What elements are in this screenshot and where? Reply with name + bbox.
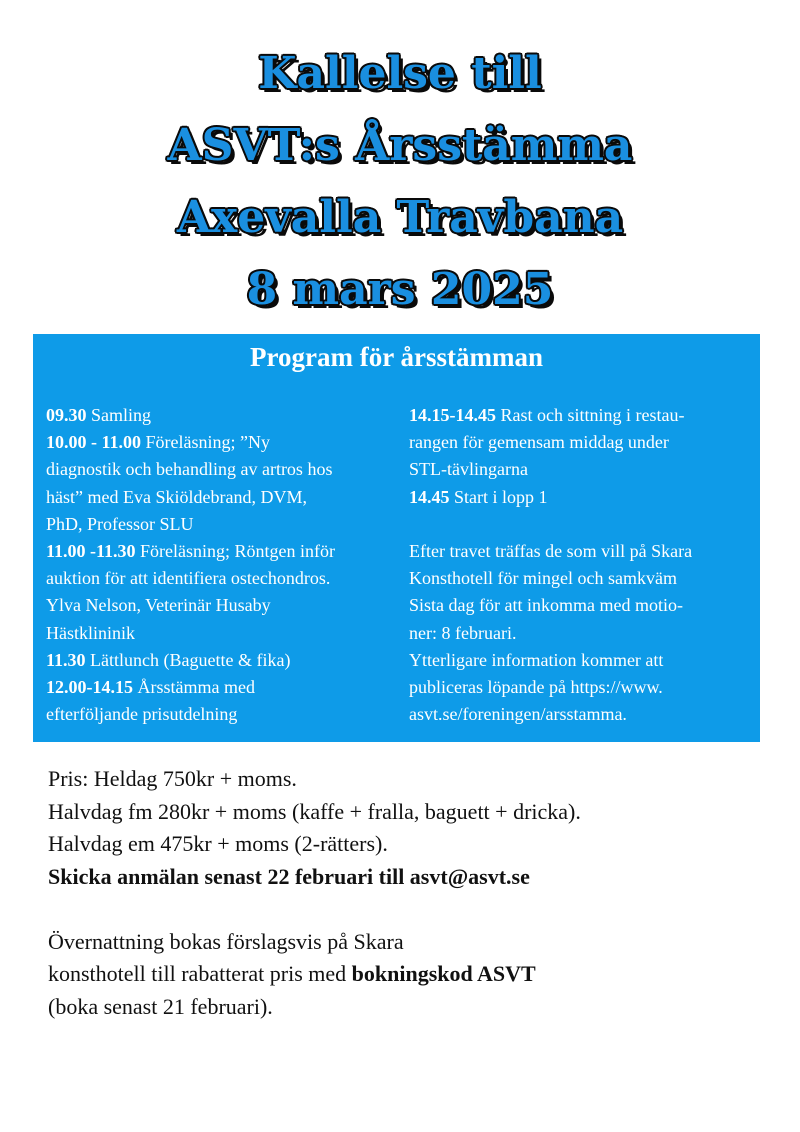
lodging-line-2 [48,958,788,991]
price-half-day-am: Halvdag fm 280kr + moms (kaffe + fralla, baguett + dricka). [48,798,581,824]
program-time: 14.15-14.45 [409,405,496,425]
program-time: 09.30 [46,405,87,425]
lodging-text: konsthotell till rabatterat pris med [48,961,352,986]
program-text: asvt.se/foreningen/arsstamma. [409,704,627,725]
program-time: 12.00-14.15 [46,677,133,698]
program-text: Sista dag för att inkomma med motio- [409,595,683,616]
info-section [48,763,788,1023]
program-text: PhD, Professor SLU [46,513,194,534]
page-title [0,38,800,326]
program-left-column [46,402,396,728]
program-text: STL-tävlingarna [409,459,528,480]
program-item [409,484,759,511]
program-text: häst” med Eva Skiöldebrand, DVM, [46,486,307,507]
program-text: Ytterligare information kommer att [409,649,664,670]
program-text: Hästklininik [46,622,135,643]
program-box [33,334,760,742]
title-line-3: Axevalla Travbana [176,192,624,243]
program-text: Start i lopp 1 [449,486,548,507]
lodging-line-3: (boka senast 21 februari). [48,993,273,1019]
program-item [46,402,396,429]
program-text: Efter travet träffas de som vill på Skara [409,541,693,561]
program-right-column [409,402,759,728]
program-text: diagnostik och behandling av artros hos [46,459,333,480]
program-time: 11.00 -11.30 [46,541,136,562]
program-text: Samling [86,405,152,425]
program-time: 11.30 [46,649,86,670]
program-item [409,402,759,429]
lodging-line-1: Övernattning bokas förslagsvis på Skara [48,928,404,954]
program-text: Årsstämma med [133,677,255,698]
program-text: efterföljande prisutdelning [46,704,238,725]
program-item [46,674,396,701]
signup-deadline: Skicka anmälan senast 22 februari till asvt@asvt.se [48,863,530,889]
program-text: auktion för att identifiera ostechondros. [46,568,331,589]
program-text: Konsthotell för mingel och samkväm [409,568,677,589]
program-text: Rast och sittning i restau- [496,405,685,425]
title-line-4: 8 mars 2025 [246,264,554,315]
booking-code: bokningskod ASVT [351,961,536,986]
program-time: 14.45 [409,486,450,507]
program-heading: Program för årsstämman [250,342,543,372]
program-text: ner: 8 februari. [409,622,517,643]
program-text: publiceras löpande på https://www. [409,677,663,698]
title-line-1: Kallelse till [258,48,542,99]
program-text: Lättlunch (Baguette & fika) [85,649,291,670]
program-item [46,429,396,456]
program-item [46,538,396,565]
program-text: rangen för gemensam middag under [409,432,669,453]
program-text: Föreläsning; ”Ny [141,432,270,453]
price-half-day-pm: Halvdag em 475kr + moms (2-rätters). [48,831,388,856]
program-item [46,647,396,674]
title-line-2: ASVT:s Årsstämma [167,120,633,171]
program-time: 10.00 - 11.00 [46,432,142,453]
program-text: Föreläsning; Röntgen inför [135,541,335,562]
price-full-day: Pris: Heldag 750kr + moms. [48,766,297,791]
spacer [409,511,759,538]
program-text: Ylva Nelson, Veterinär Husaby [46,595,271,616]
spacer [48,893,788,926]
